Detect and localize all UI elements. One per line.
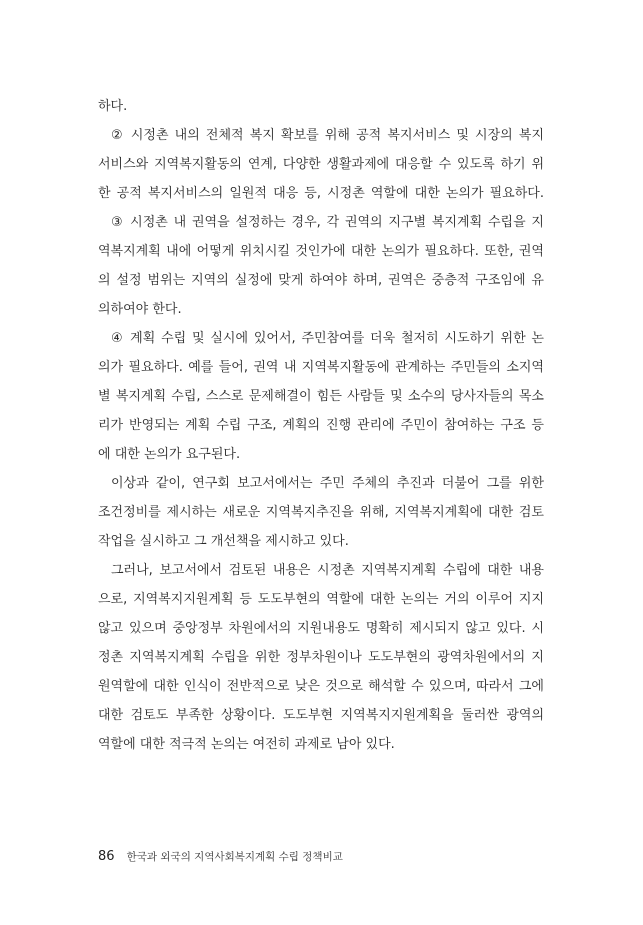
paragraph-3 xyxy=(98,324,544,469)
text-line: ② 시정촌 내의 전체적 복지 확보를 위해 공적 복지서비스 및 시장의 복지 xyxy=(111,128,544,143)
text-line: 않고 있으며 중앙정부 차원에서의 지원내용도 명확히 제시되지 않고 있다. 시 xyxy=(98,621,544,636)
page-footer xyxy=(98,845,343,865)
paragraph-1 xyxy=(98,121,544,208)
text-line: 조건정비를 제시하는 새로운 지역복지추진을 위해, 지역복지계획에 대한 검토 xyxy=(98,505,544,520)
text-line: 원역할에 대한 인식이 전반적으로 낮은 것으로 해석할 수 있으며, 따라서 그에 xyxy=(98,679,544,694)
book-title: 한국과 외국의 지역사회복지계획 수립 정책비교 xyxy=(126,851,343,863)
text-line: 별 복지계획 수립, 스스로 문제해결이 힘든 사람들 및 소수의 당사자들의 목소 xyxy=(98,389,544,404)
text-line: 의하여야 한다. xyxy=(98,302,182,317)
text-line: 의 설정 범위는 지역의 실정에 맞게 하여야 하며, 권역은 중층적 구조임에 유 xyxy=(98,273,544,288)
paragraph-2 xyxy=(98,208,544,324)
text-line: 에 대한 논의가 요구된다. xyxy=(98,447,241,462)
body-text xyxy=(98,92,544,759)
text-line: 으로, 지역복지지원계획 등 도도부현의 역할에 대한 논의는 거의 이루어 지지 xyxy=(98,592,544,607)
text-line: 리가 반영되는 계획 수립 구조, 계획의 진행 관리에 주민이 참여하는 구조 등 xyxy=(98,418,544,433)
text-line: 의가 필요하다. 예를 들어, 권역 내 지역복지활동에 관계하는 주민들의 소지역 xyxy=(98,360,544,375)
text-line: 대한 검토도 부족한 상황이다. 도도부현 지역복지지원계획을 둘러싼 광역의 xyxy=(98,708,544,723)
text-line: ③ 시정촌 내 권역을 설정하는 경우, 각 권역의 지구별 복지계획 수립을 지 xyxy=(111,215,544,230)
paragraph-5 xyxy=(98,556,544,759)
text-line: 역할에 대한 적극적 논의는 여전히 과제로 남아 있다. xyxy=(98,737,395,752)
text-line: ④ 계획 수립 및 실시에 있어서, 주민참여를 더욱 철저히 시도하기 위한 논 xyxy=(111,331,544,346)
text-line: 정촌 지역복지계획 수립을 위한 정부차원이나 도도부현의 광역차원에서의 지 xyxy=(98,650,544,665)
paragraph-0 xyxy=(98,92,544,121)
text-line: 역복지계획 내에 어떻게 위치시킬 것인가에 대한 논의가 필요하다. 또한, 권역 xyxy=(98,244,544,259)
text-line: 이상과 같이, 연구회 보고서에서는 주민 주체의 추진과 더불어 그를 위한 xyxy=(111,476,544,491)
page-number: 86 xyxy=(98,849,115,864)
text-line: 그러나, 보고서에서 검토된 내용은 시정촌 지역복지계획 수립에 대한 내용 xyxy=(111,563,544,578)
text-line: 한 공적 복지서비스의 일원적 대응 등, 시정촌 역할에 대한 논의가 필요하다. xyxy=(98,186,544,201)
text-line: 서비스와 지역복지활동의 연계, 다양한 생활과제에 대응할 수 있도록 하기 위 xyxy=(98,157,544,172)
paragraph-4 xyxy=(98,469,544,556)
text-line: 작업을 실시하고 그 개선책을 제시하고 있다. xyxy=(98,534,349,549)
text-line: 하다. xyxy=(98,99,128,114)
